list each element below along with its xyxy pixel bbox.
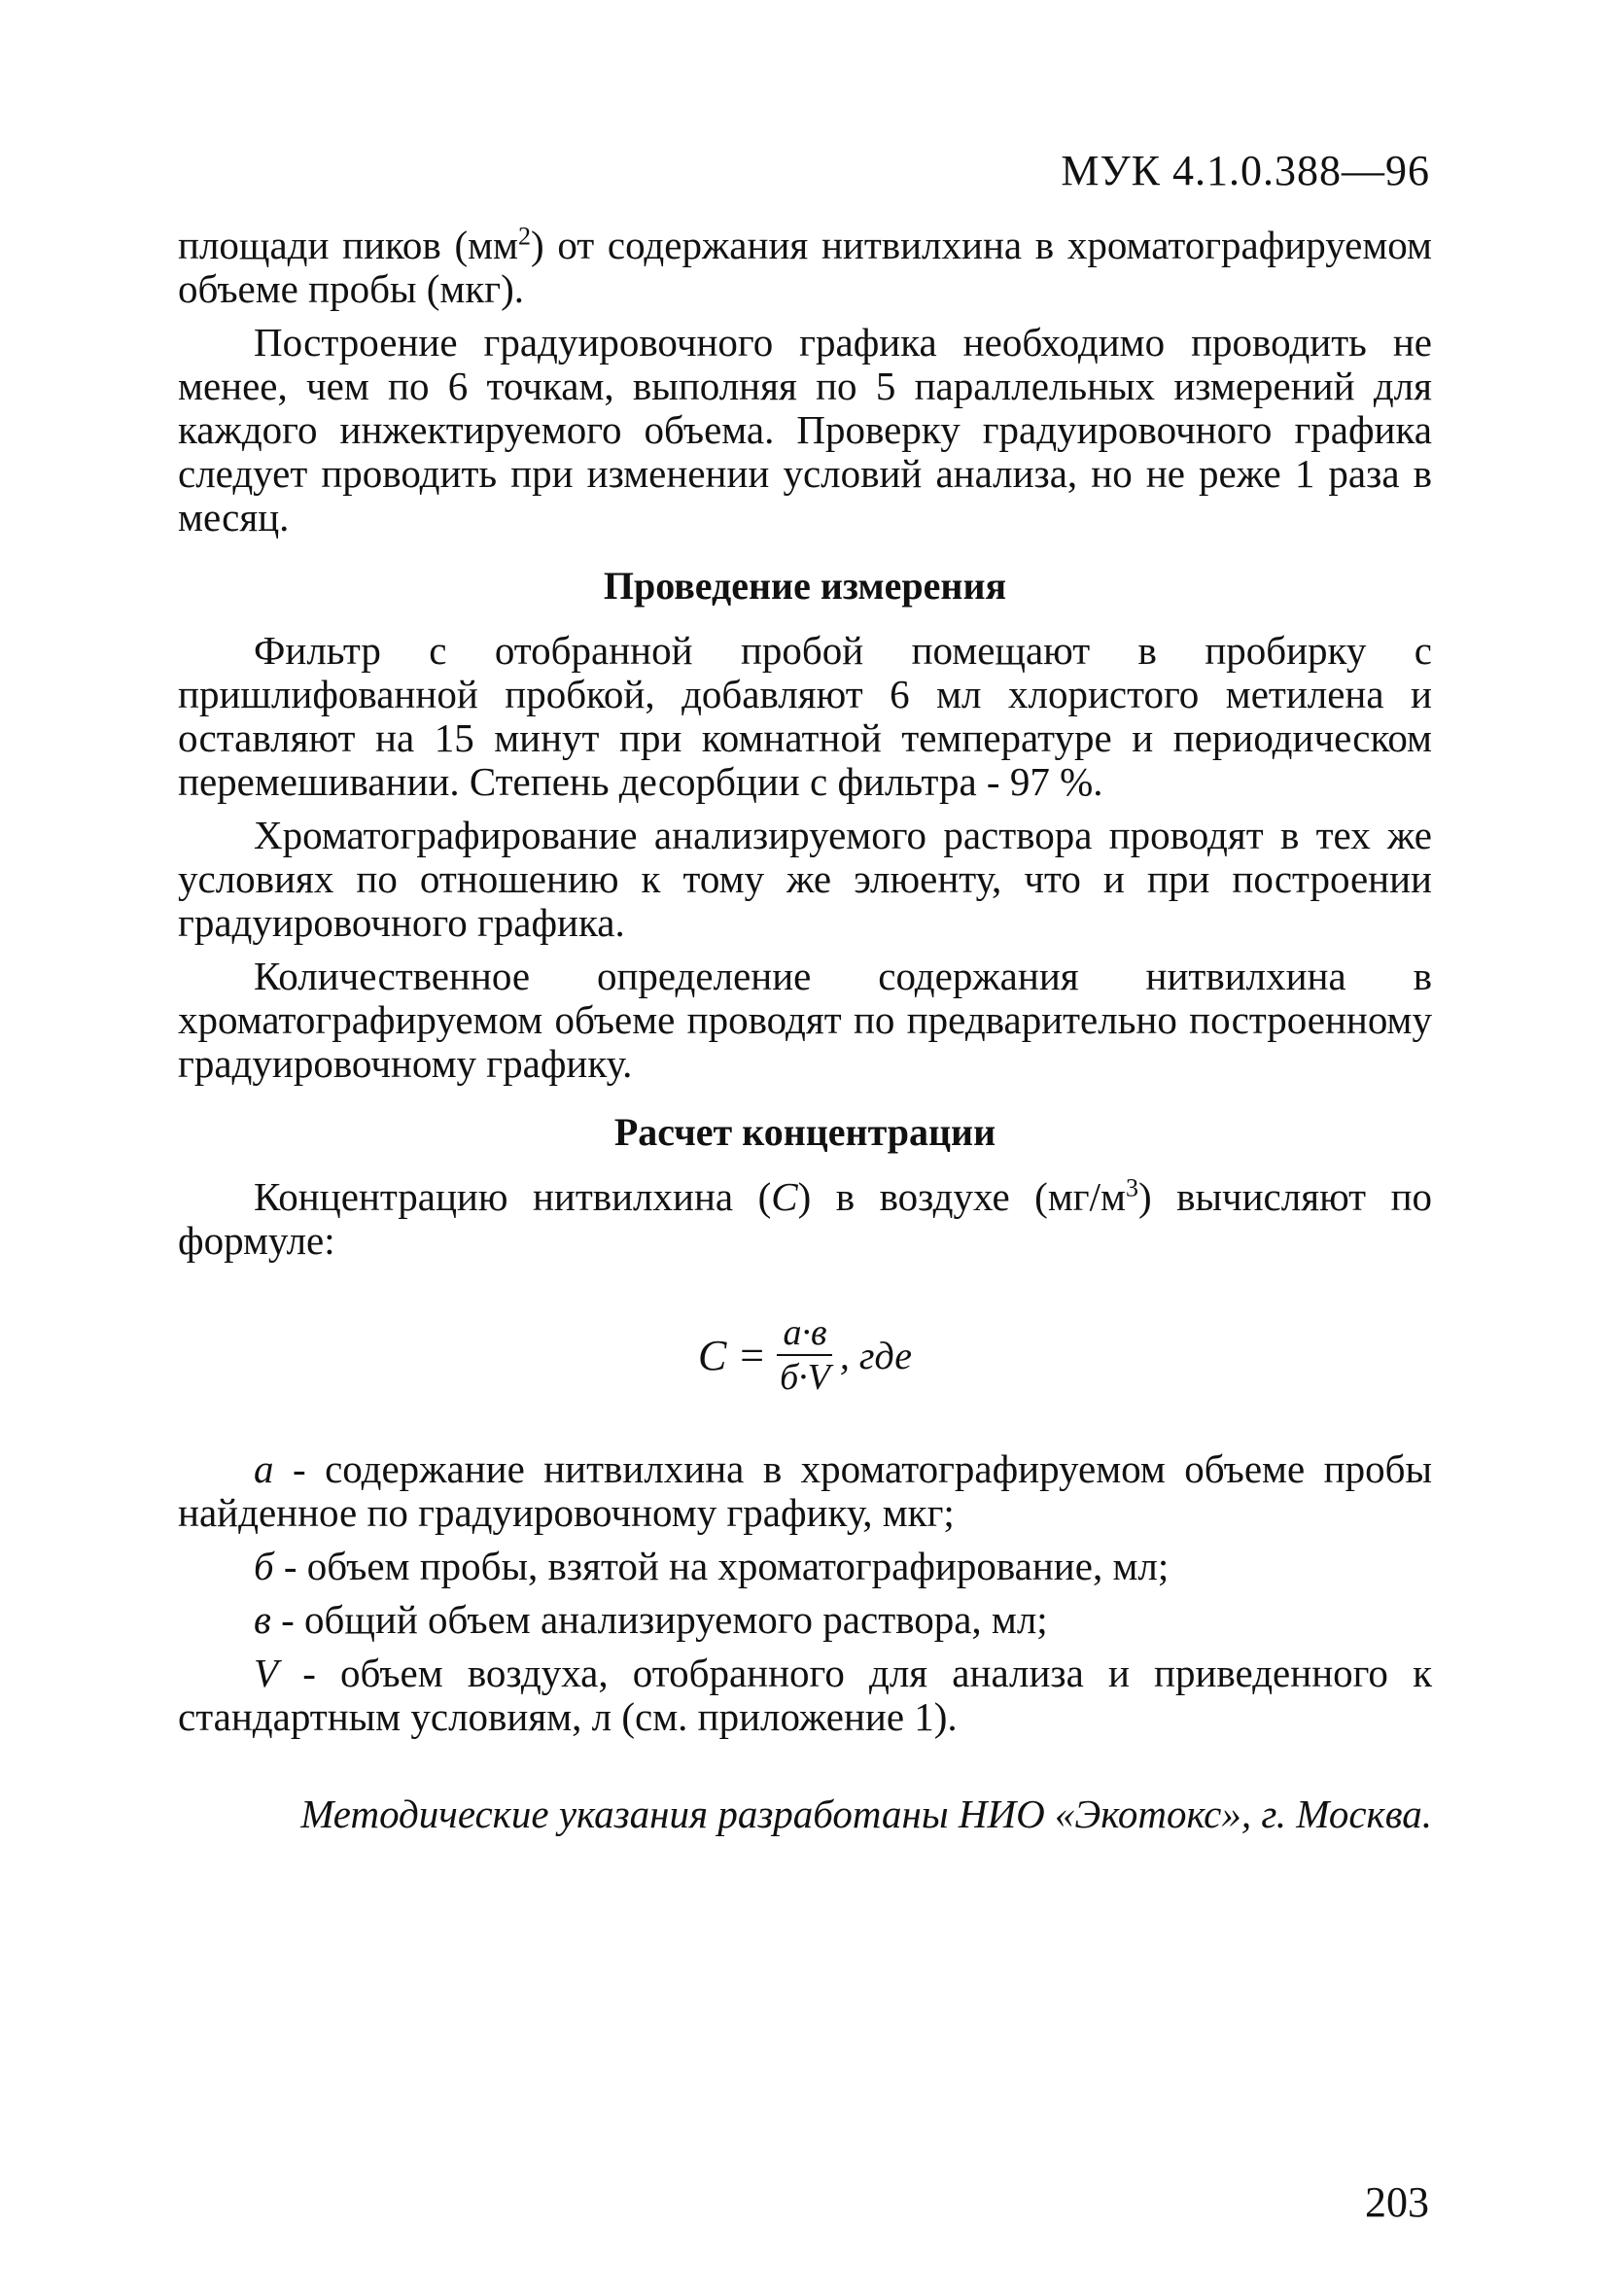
paragraph-filter: Фильтр с отобранной пробой помещают в пробирку с пришлифованной пробкой, добавляют 6 мл хлористого метилена и оставляют на 15 минут при комнатной температуре и периодическом перемешивании. Степень десорбции с фильтра - 97 %.: [178, 628, 1432, 804]
variable: б: [254, 1544, 274, 1588]
paragraph-peak-area: [178, 224, 1432, 311]
definition-text: - объем пробы, взятой на хроматографирование, мл;: [273, 1544, 1170, 1588]
paragraph-concentration-intro: [178, 1175, 1432, 1263]
variable: а: [254, 1446, 274, 1491]
superscript: 2: [517, 222, 531, 251]
page-number: 203: [1365, 2178, 1429, 2226]
paragraph-quantification: Количественное определение содержания нитвилхина в хроматографируемом объеме проводят по предварительно построенному градуировочному графику.: [178, 954, 1432, 1086]
definition-text: - общий объем анализируемого раствора, мл;: [270, 1597, 1048, 1642]
definition-a: [178, 1447, 1432, 1535]
variable: в: [254, 1597, 271, 1642]
definition-text: - объем воздуха, отобранного для анализа и приведенного к стандартным условиям, л (см. приложение 1).: [178, 1651, 1432, 1739]
text-fragment: ) от содержания нитвилхина в хроматографируемом объеме пробы (мкг).: [178, 223, 1432, 311]
section-heading-calculation: Расчет концентрации: [613, 1110, 996, 1154]
text-fragment: Концентрацию нитвилхина (: [254, 1174, 772, 1219]
formula-denominator: б·V: [780, 1357, 830, 1398]
variable: С: [771, 1174, 798, 1219]
text-fragment: площади пиков (мм: [178, 223, 518, 267]
paragraph-chromatography: Хроматографирование анализируемого раствора проводят в тех же условиях по отношению к тому же элюенту, что и при построении градуировочного графика.: [178, 813, 1432, 945]
formula-fraction: [774, 1311, 836, 1399]
definition-text: - содержание нитвилхина в хроматографируемом объеме пробы найденное по градуировочному графику, мкг;: [178, 1446, 1432, 1535]
formula-lhs: С =: [698, 1331, 767, 1379]
definition-air-volume: [178, 1652, 1432, 1739]
formula-tail: , где: [839, 1333, 912, 1377]
paragraph-calibration: Построение градуировочного графика необходимо проводить не менее, чем по 6 точкам, выполняя по 5 параллельных измерений для каждого инжектируемого объема. Проверку градуировочного графика следует проводить при изменении условий анализа, но не реже 1 раза в месяц.: [178, 320, 1432, 539]
text-fragment: ) в воздухе (мг/м: [797, 1174, 1126, 1219]
formula-numerator: а·в: [777, 1311, 832, 1356]
variable: V: [254, 1651, 279, 1695]
document-code: МУК 4.1.0.388—96: [1061, 147, 1430, 194]
text-fragment: ) вычисляют по формуле:: [178, 1174, 1433, 1263]
page-body: [178, 224, 1432, 1836]
definition-b: [178, 1545, 1432, 1588]
section-heading-measurement: Проведение измерения: [603, 564, 1007, 608]
superscript: 3: [1125, 1173, 1138, 1202]
definition-v: [178, 1598, 1432, 1642]
developer-note: Методические указания разработаны НИО «Экотокс», г. Москва.: [300, 1792, 1432, 1836]
concentration-formula: [178, 1302, 1432, 1409]
